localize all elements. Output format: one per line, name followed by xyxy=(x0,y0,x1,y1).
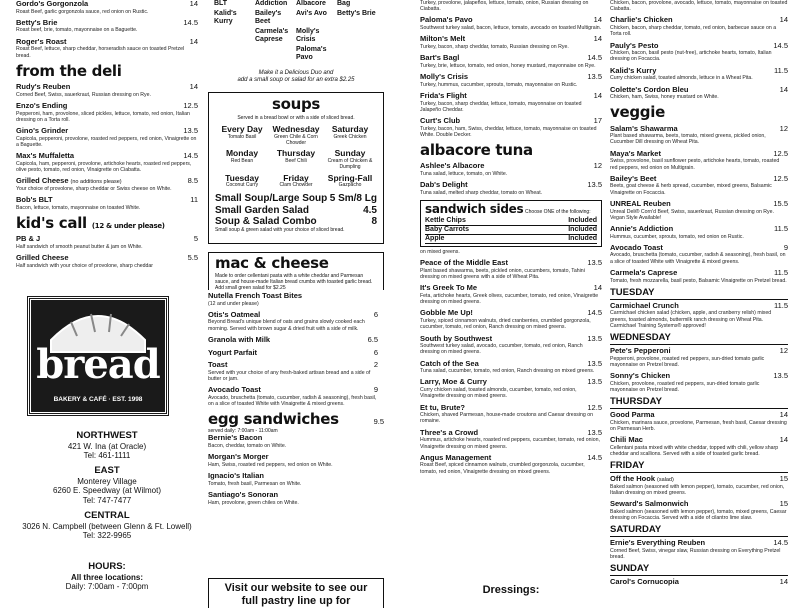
menu-item-granola-with-milk xyxy=(208,336,378,345)
item-description: Bacon, lettuce, tomato, mayonnaise on toasted White. xyxy=(16,204,141,211)
menu-column-4 xyxy=(610,0,788,591)
hours-block: HOURS: All three locations: Daily: 7:00am - 7:00pm xyxy=(65,561,149,592)
item-name: Ernie's Everything Reuben xyxy=(610,538,706,548)
item-description: Southwest turkey salad, avocado, cucumber, tomato, red onion, Ranch dressing on mixed greens. xyxy=(420,343,583,356)
item-name: Ashlee's Albacore xyxy=(420,161,485,171)
soup-day-sunday: Sunday Cream of Chicken & Dumpling xyxy=(327,148,373,170)
item-name: It's Greek To Me xyxy=(420,283,478,293)
item-name: Betty's Brie xyxy=(16,17,58,27)
soup-size-soup-salad-combo: Soup & Salad Combo 8 xyxy=(215,216,377,228)
duo-option: Betty's Brie xyxy=(337,10,376,18)
menu-item-nutella-french-toast-bites xyxy=(208,292,378,307)
menu-item-avocado-toast xyxy=(610,244,788,265)
item-price: 13.5 xyxy=(587,427,602,437)
menu-item-carmela-s-caprese xyxy=(610,269,788,284)
item-price: 14 xyxy=(779,410,788,420)
menu-item-off-the-hook xyxy=(610,475,788,496)
item-description: Corned Beef, Swiss, vinegar slaw, Russian dressing on Everything Pretzel bread. xyxy=(610,547,781,561)
item-price: 14 xyxy=(593,15,602,25)
special-day-friday: FRIDAY xyxy=(610,461,788,473)
section-title-soups: soups xyxy=(271,95,321,113)
duo-option xyxy=(214,28,255,44)
section-title-veggie: veggie xyxy=(610,103,665,122)
item-description: Chicken, bacon, basil pesto (nut-free), artichoke hearts, tomato, Italian dressing on Focaccia. xyxy=(610,50,772,63)
section-title-egg: egg sandwiches xyxy=(208,410,339,429)
item-price: 14.5 xyxy=(773,538,788,548)
item-price: 12.5 xyxy=(773,173,788,183)
menu-item-bailey-s-beet xyxy=(610,175,788,196)
item-description: Capicola, pepperoni, provolone, roasted red peppers, red onion, Vinaigrette on a Baguette. xyxy=(16,135,197,148)
website-box: Visit our website to see our full pastry line up for xyxy=(208,578,384,608)
duo-option: BLT xyxy=(214,0,228,7)
item-price: 14 xyxy=(779,435,788,445)
item-description: Carmichael chicken salad (chicken, apple, and cranberry relish) mixed greens, toasted almonds, buttermilk ranch dressing on Wheat Pita. Carmichael Training Systems® approved! xyxy=(610,310,772,329)
mac-cheese-box: mac & cheese Made to order cellentani pasta with a white cheddar and Parmesan sauce, and house-made Italian bread crumbs with toasted garlic bread. Add small green salad for $2.25 xyxy=(208,252,384,290)
soup-day-tuesday: Tuesday Coconut Curry xyxy=(225,172,259,189)
menu-item-pete-s-pepperoni xyxy=(610,347,788,368)
soup-day-every-day: Every Day Tomato Basil xyxy=(221,124,263,140)
duo-option: Molly's Crisis xyxy=(296,28,320,44)
item-name: Sonny's Chicken xyxy=(610,371,671,381)
item-price: 14.5 xyxy=(773,40,788,50)
menu-item-pb-j xyxy=(16,235,198,250)
item-price: 12 xyxy=(779,123,788,133)
item-description: Ham, provolone, green chiles on White. xyxy=(208,499,299,506)
item-name: Three's a Crowd xyxy=(420,427,479,437)
menu-item-rudy-s-reuben xyxy=(16,83,198,98)
menu-item-angus-management xyxy=(420,454,602,475)
item-price: 8.5 xyxy=(187,176,198,186)
special-day-tuesday: TUESDAY xyxy=(610,288,788,300)
item-name: Salam's Shawarma xyxy=(610,123,678,133)
item-description: Cellentani pasta mixed with white cheddar, topped with chili, yellow sharp cheddar and scallions. Served with a side of toasted garlic bread. xyxy=(610,444,779,458)
item-description: Chicken, provolone, roasted red peppers, sun-dried tomato garlic mayonnaise on Pretzel bread. xyxy=(610,380,760,393)
item-price: 14 xyxy=(593,283,602,293)
menu-item-et-tu-brute xyxy=(420,404,602,425)
menu-item-grilled-cheese xyxy=(16,177,198,192)
item-price: 6 xyxy=(373,309,378,319)
item-name: Paloma's Pavo xyxy=(420,15,473,25)
item-description: Southwest turkey salad, bacon, lettuce, tomato, avocado on toasted Multigrain. xyxy=(420,25,602,32)
item-description: Chicken, bacon, provolone, avocado, lettuce, tomato, mayonnaise on toasted Ciabatta. xyxy=(610,0,788,13)
location-northwest: NORTHWEST 421 W. Ina (at Oracle) Tel: 461-1111 xyxy=(67,430,147,461)
item-description: Tomato, fresh basil, Parmesan on White. xyxy=(208,480,302,487)
duo-option: Bag xyxy=(337,0,351,7)
item-description: Feta, artichoke hearts, Greek olives, cucumber, tomato, red onion, Vinaigrette dressing on mixed greens. xyxy=(420,292,599,306)
item-price: 12.5 xyxy=(773,148,788,158)
item-name: Morgan's Morger xyxy=(208,452,269,462)
item-description: Tuna salad, lettuce, tomato, on White. xyxy=(420,170,508,177)
item-name: Santiago's Sonoran xyxy=(208,489,279,499)
item-name: Colette's Cordon Bleu xyxy=(610,84,689,94)
duo-option: Kalid's Kurry xyxy=(214,10,237,26)
menu-item-betty-s-brie xyxy=(16,19,198,34)
section-title-tuna: albacore tuna xyxy=(420,141,533,160)
item-price: 14 xyxy=(593,34,602,44)
menu-column-1 xyxy=(16,0,198,592)
item-name: Carmela's Caprese xyxy=(610,267,678,277)
soup-day-wednesday: Wednesday Green Chile & Corn Chowder xyxy=(272,124,320,146)
duo-option: Bailey's Beet xyxy=(255,10,282,26)
menu-item-carol-s-cornucopia xyxy=(610,578,788,587)
item-price: 12.5 xyxy=(587,402,602,412)
item-description: Beets, goat cheese & herb spread, cucumber, mixed greens, Balsamic Vinaigrette on Focaccia. xyxy=(610,183,772,196)
menu-item-carmichael-crunch xyxy=(610,302,788,329)
item-name: Dab's Delight xyxy=(420,180,468,190)
item-description: Turkey, bacon, sharp cheddar, lettuce, tomato, mayonnaise on toasted Jalapeño Cheddar. xyxy=(420,100,582,113)
item-description: Plant based shawarma, beets, pickled onion, cucumbers, tomato, Tahini dressing on mixed greens with a side of Wheat Pita. xyxy=(420,267,585,281)
item-description: Baked salmon (seasoned with lemon pepper), tomato, mixed greens, Caesar dressing on Focaccia. Served with a side of cilantro lime slaw. xyxy=(610,508,787,522)
item-description: Roast beef, brie, tomato, mayonnaise on a Baguette. xyxy=(16,27,138,34)
item-description: Your choice of provolone, sharp cheddar or Swiss cheese on White. xyxy=(16,185,172,192)
item-name: Catch of the Sea xyxy=(420,358,479,368)
item-price: 5 xyxy=(193,234,198,244)
item-price: 14 xyxy=(189,0,198,8)
item-price: 11.5 xyxy=(773,267,788,277)
item-price: 5.5 xyxy=(187,253,198,263)
menu-column-3 xyxy=(420,0,602,596)
soup-day-thursday: Thursday Beef Chili xyxy=(276,148,316,165)
menu-item-continued xyxy=(420,0,602,12)
section-title-deli: from the deli xyxy=(16,61,122,80)
item-description: Turkey, brie, lettuce, tomato, red onion, honey mustard, mayonnaise on Rye. xyxy=(420,62,596,69)
item-description: Plant based shawarma, beets, tomato, mixed greens, pickled onion, Cucumber Dill dressing on Wheat Pita. xyxy=(610,133,766,146)
menu-item-continued xyxy=(420,249,602,255)
item-description: Baked salmon (seasoned with lemon pepper), tomato, cucumber, red onion, Italian dressing on mixed greens. xyxy=(610,483,785,497)
item-name: Maya's Market xyxy=(610,148,661,158)
item-price: 15 xyxy=(779,499,788,509)
item-description: Turkey, bacon, sharp cheddar, tomato, Russian dressing on Rye. xyxy=(420,43,569,50)
item-name: Annie's Addiction xyxy=(610,224,674,233)
item-name: Off the Hook (salad) xyxy=(610,474,674,484)
item-price: 14.5 xyxy=(587,452,602,462)
item-price: 14 xyxy=(779,84,788,94)
location-central: CENTRAL 3026 N. Campbell (between Glenn & Ft. Lowell) Tel: 322-9965 xyxy=(22,509,192,540)
item-price: 13.5 xyxy=(587,72,602,82)
item-description: Swiss, provolone, basil sunflower pesto, artichoke hearts, tomato, roasted red peppers, red onion on Multigrain. xyxy=(610,158,780,171)
menu-item-charlie-s-chicken xyxy=(610,16,788,37)
item-name: Rudy's Reuben xyxy=(16,82,71,92)
menu-item-unreal-reuben xyxy=(610,200,788,221)
item-description: Chicken, shaved Parmesan, house-made croutons and Caesar dressing on romaine. xyxy=(420,412,594,425)
item-name: Curt's Club xyxy=(420,116,461,125)
duo-note: Make it a Delicious Duo and add a small soup or salad for an extra $2.25 xyxy=(237,70,355,84)
item-price: 11.5 xyxy=(773,65,788,75)
soup-day-friday: Friday Clam Chowder xyxy=(279,172,313,189)
item-price: 11 xyxy=(190,195,198,205)
item-name: Frida's Flight xyxy=(420,90,467,100)
item-name: Gobble Me Up! xyxy=(420,308,473,318)
location-east: EAST Monterey Village 6260 E. Speedway (at Wilmot) Tel: 747-7477 xyxy=(52,465,162,505)
item-name: Otis's Oatmeal xyxy=(208,309,261,319)
item-price: 14 xyxy=(779,577,788,587)
menu-item-molly-s-crisis xyxy=(420,73,602,88)
item-price: 14.5 xyxy=(183,17,198,27)
item-name: Yogurt Parfait xyxy=(208,347,258,357)
item-description: Pepperoni, ham, provolone, sliced pickles, lettuce, tomato, red onion, Italian dressing on a Torta roll. xyxy=(16,110,190,123)
duo-option xyxy=(337,46,378,62)
menu-item-it-s-greek-to-me xyxy=(420,284,602,305)
item-name: Avocado Toast xyxy=(208,385,261,395)
item-price: 13.5 xyxy=(587,358,602,368)
item-name: Charlie's Chicken xyxy=(610,15,673,25)
item-price: 13.5 xyxy=(587,333,602,343)
item-description: Roast Beef, spiced cinnamon walnuts, crumbled gorgonzola, cucumber, tomato, red onion, Vinaigrette dressing on mixed greens. xyxy=(420,462,585,475)
item-description: Beyond Bread's unique blend of oats and grains slowly cooked each morning. Served with brown sugar & dried fruit with a side of milk. xyxy=(208,319,365,332)
item-name: Ignacio's Italian xyxy=(208,471,264,481)
item-name: Carmichael Crunch xyxy=(610,300,679,310)
item-name: South by Southwest xyxy=(420,333,493,343)
item-price: 15.5 xyxy=(773,198,788,208)
item-price: 6.5 xyxy=(367,334,378,344)
item-name: Nutella French Toast Bites xyxy=(208,291,303,300)
soup-size-small-soup-large-soup: Small Soup/Large Soup 5 Sm/8 Lg xyxy=(215,193,377,205)
menu-item-bob-s-blt xyxy=(16,196,198,211)
item-price: 12 xyxy=(779,345,788,355)
item-description: on mixed greens. xyxy=(420,249,460,255)
item-name: Gordo's Gorgonzola xyxy=(16,0,89,8)
item-price: 14 xyxy=(189,82,198,92)
item-description: Hummus, cucumber, sprouts, tomato, red onion on Rustic. xyxy=(610,233,744,240)
item-price: 6 xyxy=(373,347,378,357)
item-description: Chicken, bacon, sharp cheddar, tomato, red onion, barbecue sauce on a Torta roll. xyxy=(610,25,777,38)
item-name: Toast xyxy=(208,360,228,370)
menu-item-chili-mac xyxy=(610,436,788,457)
menu-item-colette-s-cordon-bleu xyxy=(610,86,788,101)
special-day-wednesday: WEDNESDAY xyxy=(610,333,788,345)
item-name: Bart's Bagl xyxy=(420,53,460,63)
menu-item-yogurt-parfait xyxy=(208,349,378,358)
menu-item-gobble-me-up xyxy=(420,309,602,330)
menu-item-maya-s-market xyxy=(610,150,788,171)
item-price: 17 xyxy=(593,116,602,125)
menu-item-grilled-cheese xyxy=(16,254,198,269)
item-name: Kalid's Kurry xyxy=(610,65,657,75)
item-price: 11.5 xyxy=(773,224,788,233)
duo-box xyxy=(208,0,384,92)
soup-size-small-garden-salad: Small Garden Salad 4.5 xyxy=(215,204,377,216)
item-name: Carol's Cornucopia xyxy=(610,577,679,587)
menu-item-ernie-s-everything-reuben xyxy=(610,539,788,560)
item-price: 13.5 xyxy=(587,258,602,268)
menu-item-larry-moe-curry xyxy=(420,378,602,399)
menu-item-milton-s-melt xyxy=(420,35,602,50)
item-name: Granola with Milk xyxy=(208,334,271,344)
item-description: Roast Beef, garlic gorgonzola sauce, red onion on Rustic. xyxy=(16,8,149,15)
item-description: Turkey, provolone, jalapeños, lettuce, tomato, onion, Russian dressing on Ciabatta. xyxy=(420,0,589,13)
menu-item-kalid-s-kurry xyxy=(610,67,788,82)
logo-tagline: BAKERY & CAFÉ · EST. 1998 xyxy=(53,396,143,403)
menu-item-bart-s-bagl xyxy=(420,54,602,69)
item-name: Larry, Moe & Curry xyxy=(420,377,487,387)
item-description: Curry chicken salad, toasted almonds, lettuce in a Wheat Pita. xyxy=(610,75,753,82)
item-name: Bernie's Bacon xyxy=(208,433,263,443)
menu-item-seward-s-salmonwich xyxy=(610,500,788,521)
duo-option: Paloma's Pavo xyxy=(296,46,327,62)
item-description: Pepperoni, provolone, roasted red peppers, sun-dried tomato garlic mayonnaise on Pretzel bread. xyxy=(610,355,765,368)
item-description: Turkey, hummus, cucumber, sprouts, tomato, mayonnaise on Rustic. xyxy=(420,81,578,88)
menu-item-bernie-s-bacon xyxy=(208,434,384,449)
item-description: Turkey, spiced cinnamon walnuts, dried cranberries, crumbled gorgonzola, cucumber, tomato, red onion, Ranch dressing on mixed greens. xyxy=(420,318,591,331)
item-name: Grilled Cheese (no additions please) xyxy=(16,176,122,186)
item-price: 14 xyxy=(779,15,788,25)
item-description: Tuna salad, melted sharp cheddar, tomato on Wheat. xyxy=(420,189,543,196)
duo-option: Albacore xyxy=(296,0,326,7)
menu-item-paloma-s-pavo xyxy=(420,16,602,31)
item-name: UNREAL Reuben xyxy=(610,198,671,208)
menu-item-gino-s-grinder xyxy=(16,127,198,148)
item-description: Avocado, bruschetta (tomato, cucumber, radish & seasoning), fresh basil, on a slice of toasted White with Vinaigrette & mixed greens. xyxy=(610,252,786,265)
item-name: Bob's BLT xyxy=(16,195,53,205)
item-description: Chicken, ham, Swiss, honey mustard on White. xyxy=(610,94,719,101)
item-price: 13.5 xyxy=(587,180,602,190)
item-name: Angus Management xyxy=(420,452,492,462)
menu-item-ignacio-s-italian xyxy=(208,472,384,487)
item-price: 14.5 xyxy=(587,53,602,63)
menu-item-curt-s-club xyxy=(420,117,602,138)
item-name: Pete's Pepperoni xyxy=(610,345,671,355)
item-name: Et tu, Brute? xyxy=(420,402,465,412)
item-description: Unreal Deli® Corn'd Beef, Swiss, sauerkraut, Russian dressing on Rye. Vegan Style Available! xyxy=(610,208,774,221)
menu-item-annie-s-addiction xyxy=(610,225,788,240)
item-price: 9 xyxy=(373,385,378,395)
section-title-kids: kid's call (12 & under please) xyxy=(16,213,165,232)
item-description: Half sandwich with your choice of provolone, sharp cheddar xyxy=(16,262,153,269)
menu-item-dab-s-delight xyxy=(420,181,602,196)
item-name: Peace of the Middle East xyxy=(420,258,508,268)
menu-item-toast xyxy=(208,361,378,382)
item-price: 15 xyxy=(779,474,788,484)
duo-option: Carmela's Caprese xyxy=(255,28,289,44)
special-day-saturday: SATURDAY xyxy=(610,525,788,537)
menu-item-continued xyxy=(610,0,788,12)
side-baby-carrots: Baby Carrots Included xyxy=(425,226,597,235)
section-title-mac: mac & cheese xyxy=(215,254,329,272)
item-name: Milton's Melt xyxy=(420,34,466,44)
item-name: Grilled Cheese xyxy=(16,253,69,263)
menu-item-otis-s-oatmeal xyxy=(208,311,378,332)
menu-item-pauly-s-pesto xyxy=(610,42,788,63)
special-day-thursday: THURSDAY xyxy=(610,397,788,409)
logo xyxy=(28,297,168,415)
sandwich-sides-box: sandwich sides Choose ONE of the following: Kettle Chips Included Baby Carrots Included Apple Included xyxy=(420,200,602,247)
item-description: (12 and under please) xyxy=(208,300,259,307)
menu-item-sonny-s-chicken xyxy=(610,372,788,393)
menu-item-peace-of-the-middle-east xyxy=(420,259,602,280)
item-name: PB & J xyxy=(16,234,41,244)
menu-item-good-parma xyxy=(610,411,788,432)
item-name: Max's Muffaletta xyxy=(16,151,75,161)
item-description: Chicken, marinara sauce, provolone, Parmesan, fresh basil, Caesar dressing on Parmesan Herb. xyxy=(610,419,787,432)
item-price: 13.5 xyxy=(773,371,788,381)
item-description: Half sandwich of smooth peanut butter & jam on White. xyxy=(16,243,143,250)
menu-item-gordo-s-gorgonzola xyxy=(16,0,198,15)
item-description: Tomato, fresh mozzarella, basil pesto, Balsamic Vinaigrette on Pretzel bread. xyxy=(610,277,787,284)
item-description: Served with your choice of any fresh-baked artisan bread and a side of butter or jam. xyxy=(208,369,371,383)
menu-item-morgan-s-morger xyxy=(208,453,384,468)
item-name: Good Parma xyxy=(610,410,655,420)
item-price: 14 xyxy=(593,90,602,100)
menu-item-max-s-muffaletta xyxy=(16,152,198,173)
item-description: Ham, Swiss, roasted red peppers, red onion on White. xyxy=(208,461,333,468)
item-description: Capicola, ham, pepperoni, provolone, artichoke hearts, roasted red peppers, olive pesto, tomato, red onion, Vinaigrette on Ciabatta. xyxy=(16,160,192,173)
duo-option xyxy=(214,46,255,62)
item-description: Avocado, bruschetta (tomato, cucumber, radish & seasoning), fresh basil, on a slice of toasted White with Vinaigrette & mixed greens. xyxy=(208,394,377,408)
menu-item-three-s-a-crowd xyxy=(420,429,602,450)
menu-item-enzo-s-ending xyxy=(16,102,198,123)
item-price: 12 xyxy=(593,161,602,171)
menu-item-ashlee-s-albacore xyxy=(420,162,602,177)
item-price: 14.5 xyxy=(183,151,198,161)
soup-day-saturday: Saturday Greek Chicken xyxy=(331,124,369,140)
item-description: Curry chicken salad, toasted almonds, cucumber, tomato, red onion, Vinaigrette dressing on mixed greens. xyxy=(420,387,577,400)
menu-item-salam-s-shawarma xyxy=(610,125,788,146)
menu-item-catch-of-the-sea xyxy=(420,360,602,375)
item-price: 14.5 xyxy=(587,308,602,318)
duo-option: Addiction xyxy=(255,0,288,7)
item-description: Roast Beef, lettuce, sharp cheddar, horseradish sauce on toasted Pretzel bread. xyxy=(16,46,185,59)
item-name: Roger's Roast xyxy=(16,36,67,46)
duo-option: Avi's Avo xyxy=(296,10,327,18)
item-name: Pauly's Pesto xyxy=(610,40,659,50)
item-name: Bailey's Beet xyxy=(610,173,657,183)
duo-option xyxy=(255,46,296,62)
item-description: Tuna salad, cucumber, tomato, red onion, Ranch dressing on mixed greens. xyxy=(420,368,595,375)
item-price: 14 xyxy=(189,36,198,46)
item-name: Avocado Toast xyxy=(610,242,663,252)
special-day-sunday: SUNDAY xyxy=(610,564,788,576)
item-description: Corned Beef, Swiss, sauerkraut, Russian dressing on Rye. xyxy=(16,91,151,98)
menu-column-2: BLT Addiction Albacore Bag Kalid's Kurry Bailey's Beet Avi's Avo Betty's Brie Carmela's Caprese Molly's Crisis Paloma's Pavo Make it a Delicious Duo and add a small soup or salad for an extra $2.25 soups Served in a bread bowl or with a side of sliced bread. Every Day Tomato Basil Wednesday Green Chile & Corn Chowder Saturday Greek Chicken Monday Red Bean Thursday Beef Chili Sunday Cream of Chicken & Dumpling Tuesday Coconut Curry Friday Clam Chowder Spring-Fall Gazpacho Small Soup/Large Soup 5 Sm/8 Lg Small Garden Salad 4.5 Soup & Salad Combo 8 Small soup & green salad with your choice of sliced bread. mac & cheese Made to order cellentani pasta with a white cheddar and Parmesan sauce, and house-made Italian bread crumbs with toasted garlic bread. Add small green salad for $2.25 Nutella French Toast Bites (12 and under please) Otis's Oatmeal 6 Beyond Bread's unique blend of oats and grains slowly cooked each morning. Served with brown sugar & dried fruit with a side of milk. Granola with Milk 6.5 Yogurt Parfait 6 Toast 2 Served with your choice of any fresh-baked artisan bread and a side of butter or jam. Avocado Toast 9 Avocado, bruschetta (tomato, cucumber, radish & seasoning), fresh basil, on a slice of toasted White with Vinaigrette & mixed greens. egg sandwiches 9.5 served daily: 7:00am - 11:00am Bernie's Bacon Bacon, cheddar, tomato on White. Morgan's Morger Ham, Swiss, roasted red peppers, red onion on White. Ignacio's Italian Tomato, fresh basil, Parmesan on White. Santiago's Sonoran Ham, provolone, green chiles on White. Visit our website to see our full pastry line up for xyxy=(208,0,384,607)
item-price: 2 xyxy=(373,360,378,370)
dressings-title: Dressings: xyxy=(482,584,540,596)
menu-item-south-by-southwest xyxy=(420,335,602,356)
item-name: Seward's Salmonwich xyxy=(610,499,689,509)
soup-day-spring-fall: Spring-Fall Gazpacho xyxy=(327,172,373,189)
item-description: Bacon, cheddar, tomato on White. xyxy=(208,443,287,450)
item-description: Turkey, bacon, ham, Swiss, cheddar, lettuce, tomato, mayonnaise on toasted White. Double Decker. xyxy=(420,125,597,138)
item-price: 13.5 xyxy=(587,377,602,387)
item-name: Enzo's Ending xyxy=(16,100,68,110)
soups-box: soups Served in a bread bowl or with a side of sliced bread. Every Day Tomato Basil Wednesday Green Chile & Corn Chowder Saturday Greek Chicken Monday Red Bean Thursday Beef Chili Sunday Cream of Chicken & Dumpling Tuesday Coconut Curry Friday Clam Chowder Spring-Fall Gazpacho Small Soup/Large Soup 5 Sm/8 Lg Small Garden Salad 4.5 Soup & Salad Combo 8 Small soup & green salad with your choice of sliced bread. xyxy=(208,92,384,244)
soup-day-monday: Monday Red Bean xyxy=(225,148,259,165)
item-description: Hummus, artichoke hearts, roasted red peppers, cucumber, tomato, red onion, Vinaigrette dressing on mixed greens. xyxy=(420,437,600,450)
menu-item-santiago-s-sonoran xyxy=(208,491,384,506)
menu-item-frida-s-flight xyxy=(420,92,602,113)
menu-item-avocado-toast xyxy=(208,386,378,407)
item-name: Gino's Grinder xyxy=(16,126,69,136)
item-name: Chili Mac xyxy=(610,435,643,445)
item-price: 9 xyxy=(783,242,788,252)
menu-item-roger-s-roast xyxy=(16,38,198,59)
item-price: 13.5 xyxy=(183,126,198,136)
logo-wordmark: bread xyxy=(36,341,160,388)
item-price: 12.5 xyxy=(183,100,198,110)
side-kettle-chips: Kettle Chips Included xyxy=(425,217,597,226)
item-price: 11.5 xyxy=(773,300,788,310)
side-apple: Apple Included xyxy=(425,235,597,244)
duo-option xyxy=(337,28,378,44)
item-name: Molly's Crisis xyxy=(420,72,469,82)
